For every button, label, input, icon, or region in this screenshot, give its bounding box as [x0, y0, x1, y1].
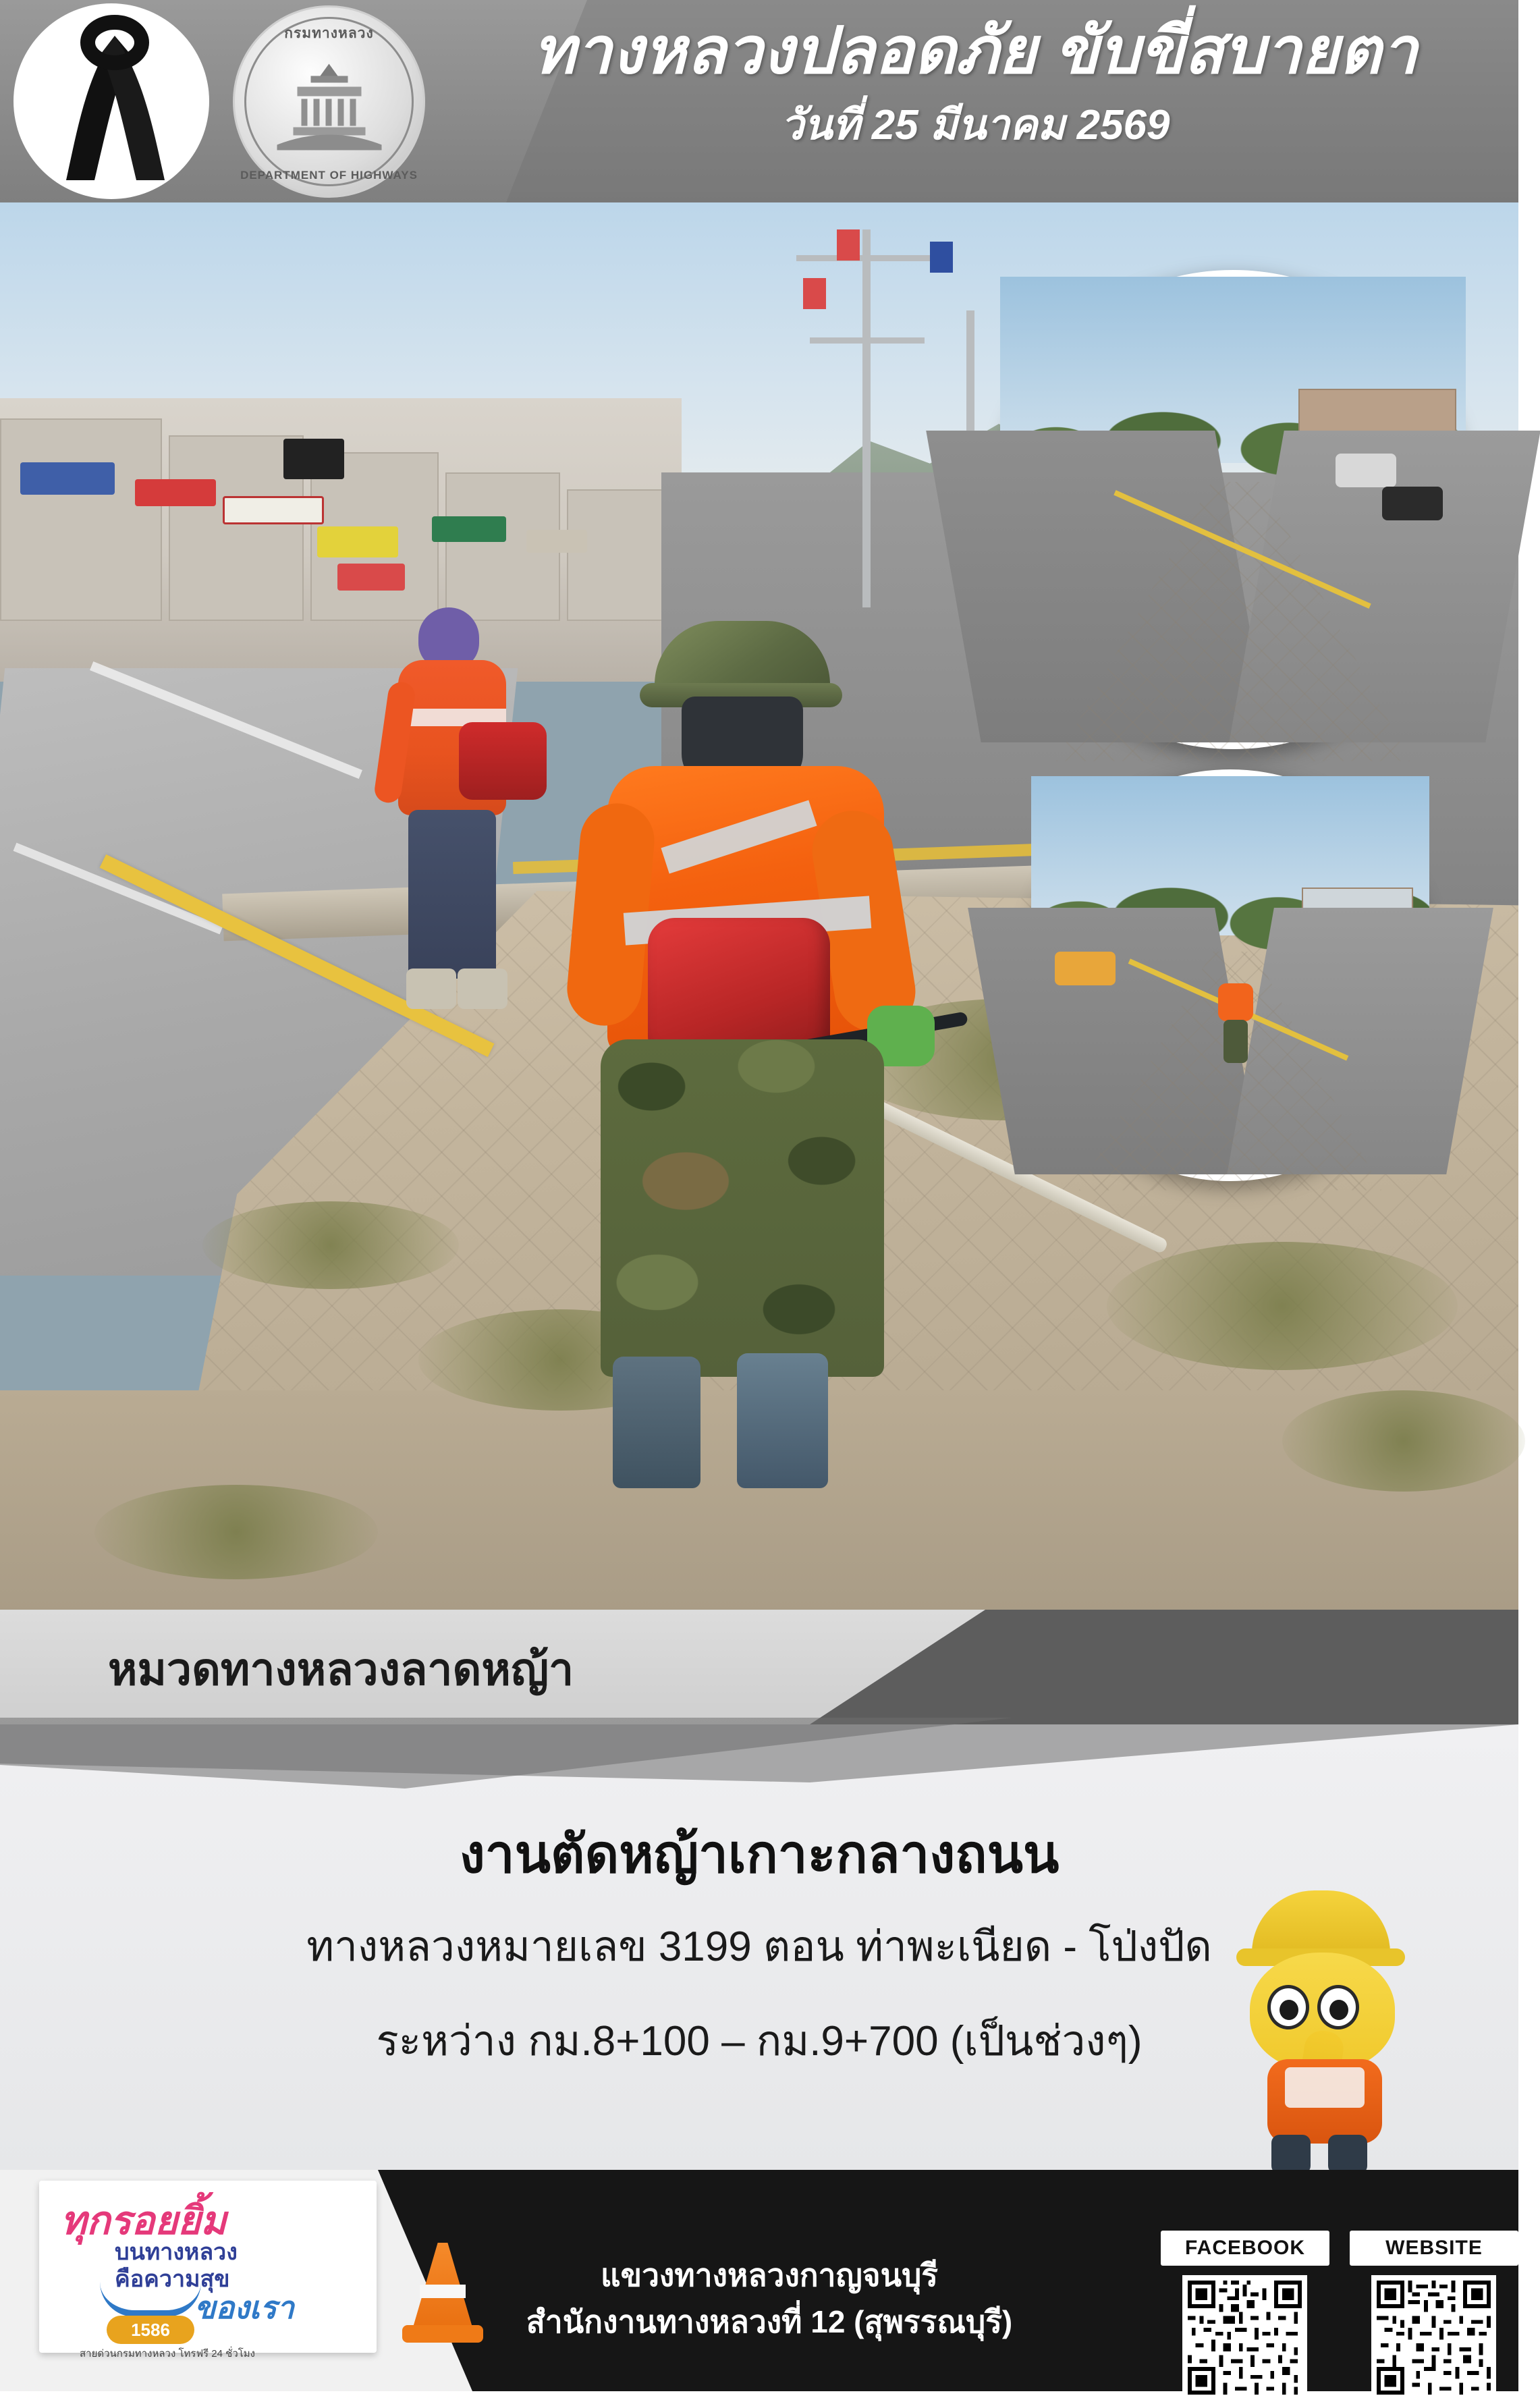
inset-worker [1218, 983, 1253, 1064]
inset-photo-1 [993, 270, 1473, 749]
website-qr-icon[interactable] [1371, 2275, 1496, 2400]
inset-photo-2 [1024, 769, 1436, 1181]
header-title-block [445, 15, 1505, 158]
photo-worker-primary [560, 621, 938, 1552]
page-title: ทางหลวงปลอดภัย ขับขี่สบายตา [532, 15, 1418, 87]
campaign-logo [39, 2181, 377, 2360]
mascot-elephant-icon [1215, 1890, 1437, 2174]
km-section-line: ระหว่าง กม.8+100 – กม.9+700 (เป็นช่วงๆ) [376, 2018, 1143, 2065]
facebook-qr-block[interactable] [1161, 2231, 1336, 2400]
campaign-line-4: ของเรา [194, 2290, 294, 2325]
department-of-highways-logo [233, 5, 425, 198]
inset-truck [1055, 952, 1116, 985]
photo-worker-secondary [378, 607, 533, 1033]
footer-organization [418, 2252, 1120, 2345]
photo-pole-arm-2 [810, 337, 925, 344]
photo-pole-arm [796, 255, 931, 261]
logo-emblem-icon [270, 60, 388, 151]
logo-top-text: กรมทางหลวง [284, 26, 374, 41]
caption-strip [0, 1610, 1518, 1724]
footer-org-line-1: แขวงทางหลวงกาญจนบุรี [601, 2258, 938, 2293]
highway-unit-label: หมวดทางหลวงลาดหญ้า [108, 1644, 574, 1694]
campaign-line-2: บนทางหลวง [115, 2239, 238, 2265]
footer-bar [0, 2170, 1518, 2391]
detail-panel [0, 1724, 1518, 2170]
header-bar [0, 0, 1518, 202]
hotline-subtitle: สายด่วนกรมทางหลวง โทรฟรี 24 ชั่วโมง [80, 2348, 256, 2360]
campaign-swoosh-icon [100, 2282, 201, 2317]
hotline-badge: 1586 [107, 2316, 194, 2344]
logo-bottom-text: DEPARTMENT OF HIGHWAYS [240, 169, 418, 182]
photo-flag-3 [803, 278, 826, 309]
caption-wedge-decoration [810, 1610, 1518, 1724]
photo-grass-clump [1282, 1390, 1525, 1492]
photo-grass-clump [1107, 1242, 1458, 1370]
photo-light-pole [862, 229, 871, 607]
campaign-line-1: ทุกรอยยิ้ม [61, 2199, 227, 2243]
photo-flag [837, 229, 860, 261]
mourning-ribbon-icon [13, 3, 209, 199]
facebook-label: FACEBOOK [1161, 2231, 1329, 2266]
campaign-line-3: คือความสุข [115, 2266, 230, 2292]
main-photo [0, 202, 1518, 1610]
route-line: ทางหลวงหมายเลข 3199 ตอน ท่าพะเนียด - โป่งปัด [306, 1924, 1212, 1970]
footer-org-line-2: สำนักงานทางหลวงที่ 12 (สุพรรณบุรี) [526, 2304, 1013, 2339]
photo-grass-clump [94, 1485, 378, 1579]
website-qr-block[interactable] [1350, 2231, 1525, 2400]
website-label: WEBSITE [1350, 2231, 1518, 2266]
facebook-qr-icon[interactable] [1182, 2275, 1307, 2400]
header-date: วันที่ 25 มีนาคม 2569 [780, 101, 1170, 148]
photo-grass-clump [202, 1201, 459, 1289]
photo-flag-2 [930, 242, 953, 273]
work-title: งานตัดหญ้าเกาะกลางถนน [459, 1824, 1060, 1884]
